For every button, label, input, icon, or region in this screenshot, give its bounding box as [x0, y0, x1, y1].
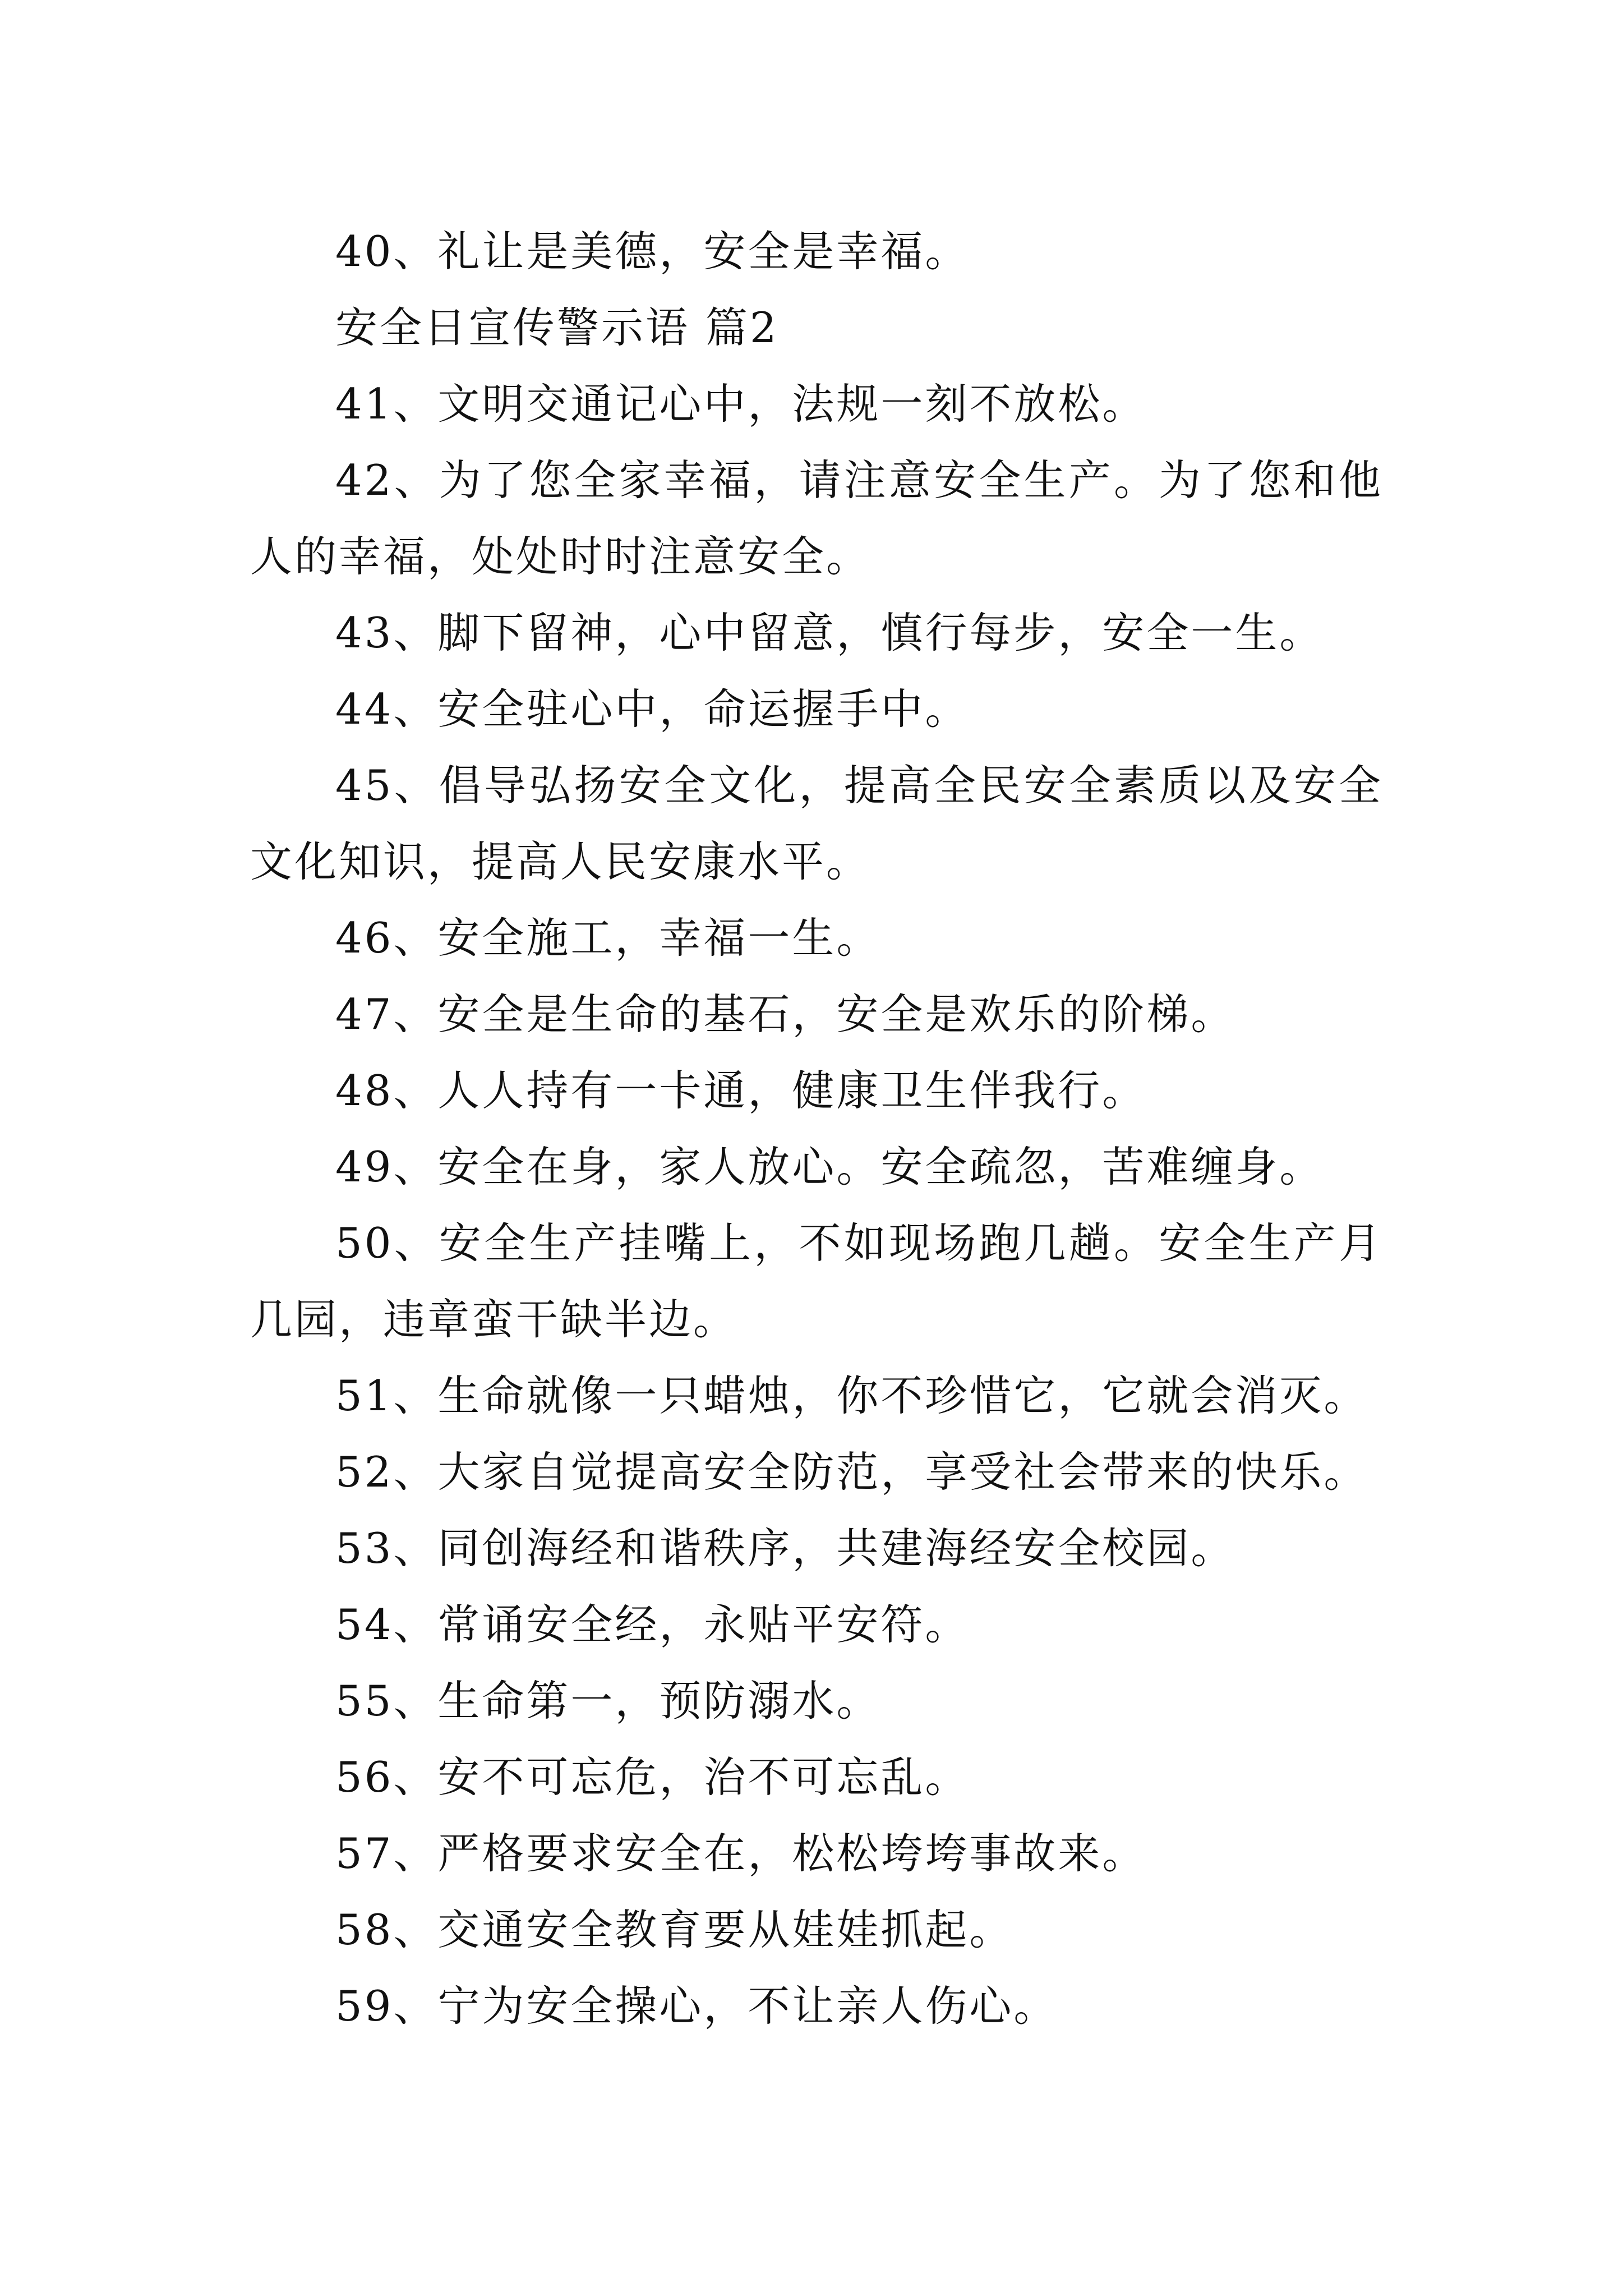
slogan-59: 59、宁为安全操心，不让亲人伤心。 [335, 1981, 1058, 2031]
slogan-49: 49、安全在身，家人放心。安全疏忽，苦难缠身。 [335, 1142, 1324, 1191]
slogan-55: 55、生命第一，预防溺水。 [335, 1676, 881, 1726]
slogan-50: 50、安全生产挂嘴上，不如现场跑几趟。安全生产月几园，违章蛮干缺半边。 [250, 1218, 1383, 1344]
slogan-56: 56、安不可忘危，治不可忘乱。 [335, 1752, 970, 1802]
slogan-44: 44、安全驻心中，命运握手中。 [335, 684, 970, 734]
slogan-58: 58、交通安全教育要从娃娃抓起。 [335, 1905, 1014, 1954]
slogan-45: 45、倡导弘扬安全文化，提高全民安全素质以及安全文化知识，提高人民安康水平。 [250, 761, 1383, 886]
slogan-54: 54、常诵安全经，永贴平安符。 [335, 1600, 970, 1649]
slogan-57: 57、严格要求安全在，松松垮垮事故来。 [335, 1829, 1147, 1878]
document-body [250, 213, 1383, 2044]
slogan-48: 48、人人持有一卡通，健康卫生伴我行。 [335, 1066, 1147, 1115]
slogan-43: 43、脚下留神，心中留意，慎行每步，安全一生。 [335, 608, 1324, 657]
slogan-46: 46、安全施工，幸福一生。 [335, 913, 881, 963]
slogan-41: 41、文明交通记心中，法规一刻不放松。 [335, 379, 1147, 429]
slogan-51: 51、生命就像一只蜡烛，你不珍惜它，它就会消灭。 [335, 1371, 1368, 1420]
slogan-40: 40、礼让是美德，安全是幸福。 [335, 227, 970, 276]
slogan-52: 52、大家自觉提高安全防范，享受社会带来的快乐。 [335, 1447, 1368, 1497]
slogan-42: 42、为了您全家幸福，请注意安全生产。为了您和他人的幸福，处处时时注意安全。 [250, 455, 1383, 581]
section-heading: 安全日宣传警示语 篇2 [335, 303, 779, 352]
slogan-47: 47、安全是生命的基石，安全是欢乐的阶梯。 [335, 990, 1235, 1039]
slogan-53: 53、同创海经和谐秩序，共建海经安全校园。 [335, 1524, 1235, 1573]
